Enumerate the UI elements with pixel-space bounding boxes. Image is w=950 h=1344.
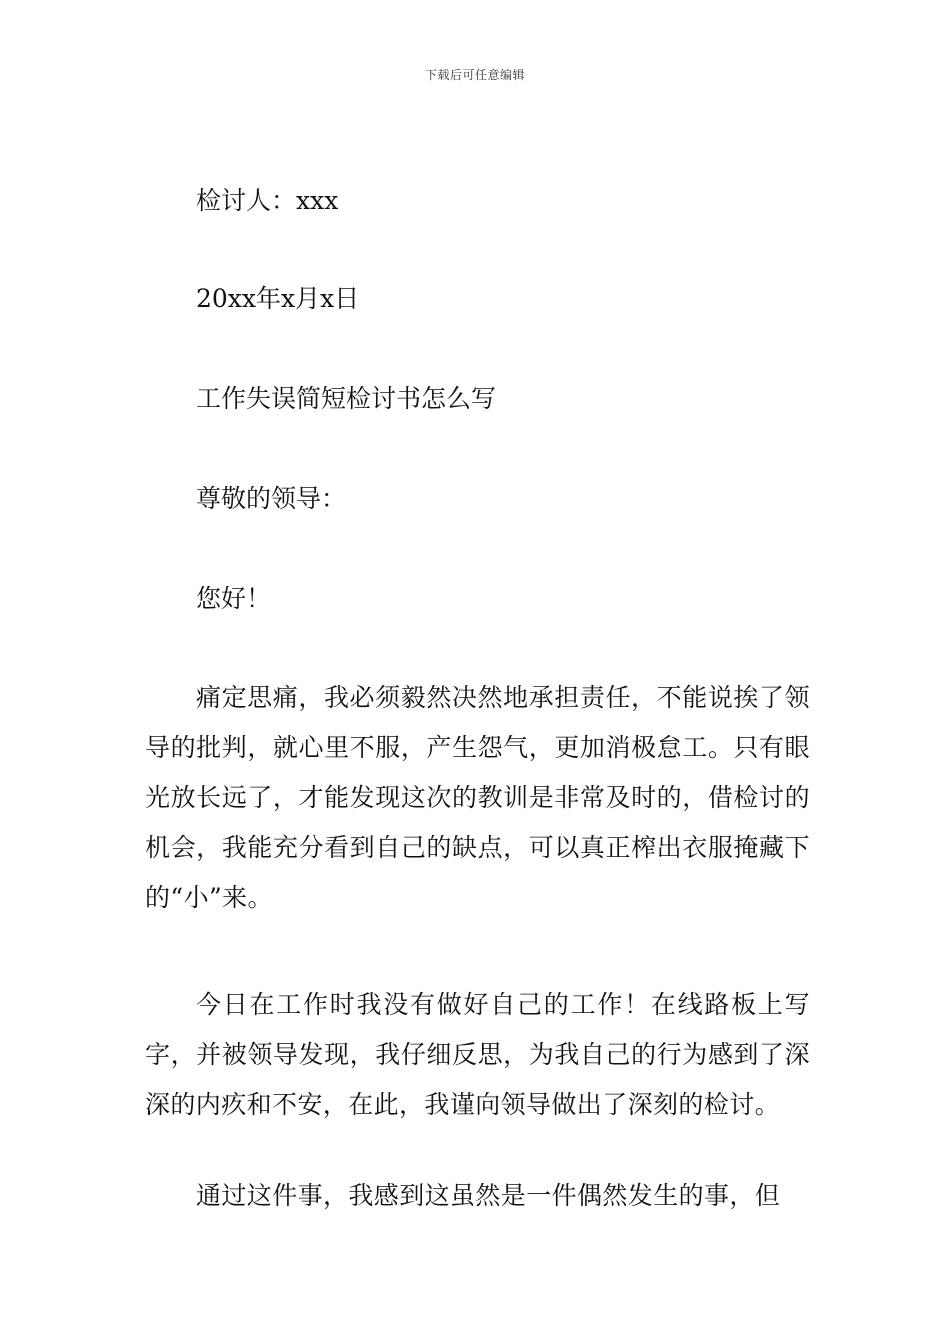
body-paragraph: 今日在工作时我没有做好自己的工作！在线路板上写字，并被领导发现，我仔细反思，为我自己的行为感到了深深的内疚和不安，在此，我谨向领导做出了深刻的检讨。 bbox=[145, 990, 810, 1119]
salutation: 尊敬的领导： bbox=[196, 484, 347, 513]
body-paragraph: 通过这件事，我感到这虽然是一件偶然发生的事，但 bbox=[196, 1181, 781, 1210]
document-title: 工作失误简短检讨书怎么写 bbox=[196, 384, 497, 413]
date-line: 20xx年x月x日 bbox=[196, 284, 360, 313]
body-paragraph: 痛定思痛，我必须毅然决然地承担责任，不能说挨了领导的批判，就心里不服，产生怨气，更加消极怠工。只有眼光放长远了，才能发现这次的教训是非常及时的，借检讨的机会，我能充分看到自己的缺点，可以真正榨出衣服掩藏下的“小”来。 bbox=[145, 683, 810, 912]
reviewer-line: 检讨人：xxx bbox=[196, 186, 339, 215]
greeting: 您好！ bbox=[196, 584, 272, 613]
header-note: 下载后可任意编辑 bbox=[424, 68, 525, 82]
